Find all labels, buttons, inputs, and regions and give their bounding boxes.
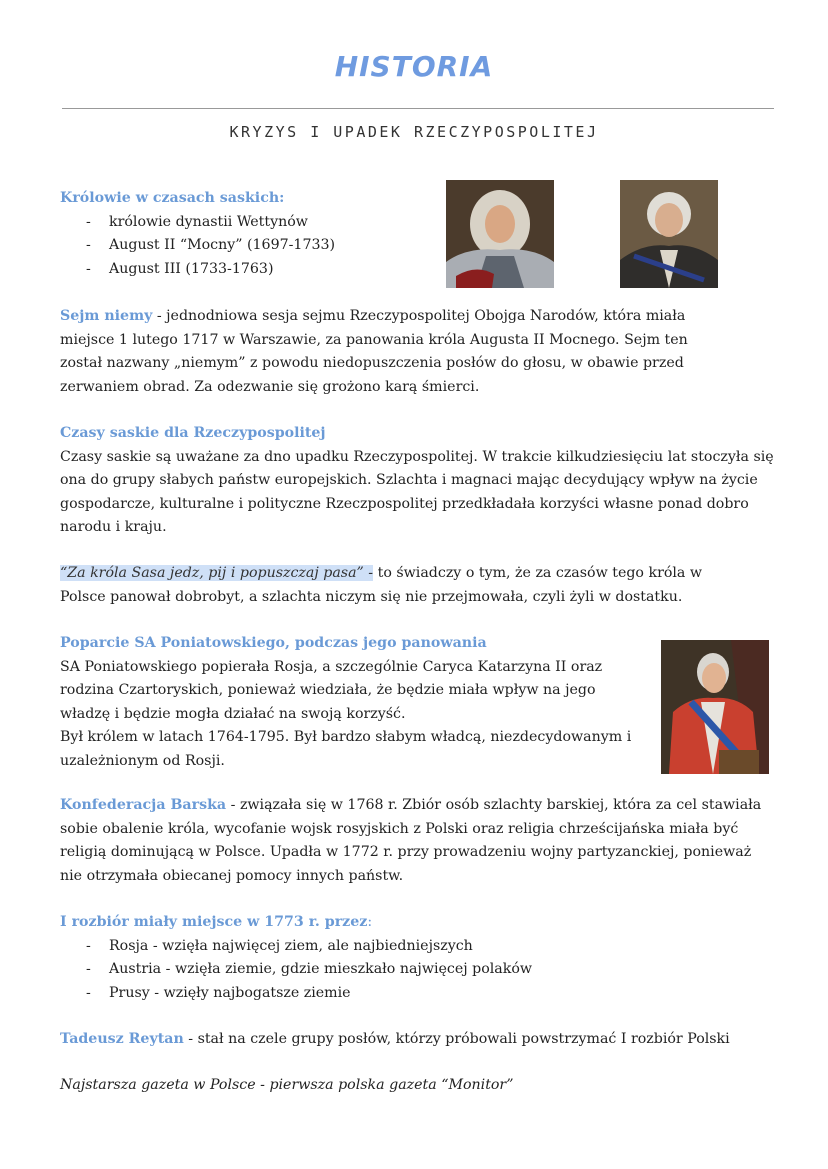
poniatowski-text-1: SA Poniatowskiego popierała Rosja, a szczególnie Caryca Katarzyna II oraz rodzina Czartoryskich, ponieważ wiedziała, że będzie miała wpływ na jego władzę i będzie mogła działać na swoją korzyść.: [60, 658, 603, 722]
section-saxon-kings: [60, 187, 440, 281]
list-item: - Austria - wzięła ziemie, gdzie mieszkało najwięcej polaków: [60, 958, 740, 982]
saxon-saying-text: to świadczy o tym, że za czasów tego króla w Polsce panował dobrobyt, a szlachta niczym się nie przejmowała, czyli żyli w dostatku.: [60, 565, 703, 605]
poniatowski-heading: Poparcie SA Poniatowskiego, podczas jego panowania: [60, 635, 487, 651]
section-poniatowski: [60, 632, 650, 773]
section-first-partition: [60, 911, 740, 1005]
portrait-august-ii: [446, 180, 554, 288]
first-partition-list: [60, 935, 740, 1006]
first-partition-colon: :: [367, 914, 373, 930]
newspaper-note: Najstarsza gazeta w Polsce - pierwsza polska gazeta “Monitor”: [60, 1077, 514, 1093]
reytan-text: - stał na czele grupy posłów, którzy próbowali powstrzymać I rozbiór Polski: [183, 1031, 730, 1047]
page-title: HISTORIA: [334, 50, 494, 83]
silent-sejm-text: - jednodniowa sesja sejmu Rzeczypospolitej Obojga Narodów, która miała miejsce 1 lutego 1717 w Warszawie, za panowania króla Augusta II Mocnego. Sejm ten został nazwany „niemym” z powodu niedopuszczenia posłów do głosu, w obawie przed zerwaniem obrad. Za odezwanie się grożono karą śmierci.: [60, 308, 688, 395]
section-reytan: [60, 1028, 776, 1052]
bar-confederation-term: Konfederacja Barska: [60, 797, 227, 813]
saxon-saying-quote: “Za króla Sasa jedz, pij i popuszczaj pasa” -: [60, 565, 374, 581]
first-partition-heading: I rozbiór miały miejsce w 1773 r. przez: [60, 914, 368, 930]
bar-confederation-text: - związała się w 1768 r. Zbiór osób szlachty barskiej, która za cel stawiała sobie obalenie króla, wycofanie wojsk rosyjskich z Polski oraz religia chrześcijańska miała być religią dominującą w Polsce. Upadła w 1772 r. przy prowadzeniu wojny partyzanckiej, ponieważ nie otrzymała obiecanej pomocy innych państw.: [60, 797, 762, 884]
silent-sejm-term: Sejm niemy: [60, 308, 153, 324]
reytan-term: Tadeusz Reytan: [60, 1031, 184, 1047]
portrait-poniatowski: [661, 640, 769, 774]
section-silent-sejm: [60, 305, 728, 399]
page-subtitle: KRYZYS I UPADEK RZECZYPOSPOLITEJ: [229, 123, 599, 141]
section-saying: [60, 562, 740, 609]
list-item: - August II “Mocny” (1697-1733): [60, 234, 440, 258]
list-item: - August III (1733-1763): [60, 258, 440, 282]
list-item: - królowie dynastii Wettynów: [60, 211, 440, 235]
list-item: - Rosja - wzięła najwięcej ziem, ale najbiedniejszych: [60, 935, 740, 959]
portrait-august-iii: [620, 180, 718, 288]
saxon-kings-heading: Królowie w czasach saskich:: [60, 190, 285, 206]
section-bar-confederation: [60, 794, 776, 888]
title-divider: [62, 108, 774, 109]
poniatowski-text-2: Był królem w latach 1764-1795. Był bardzo słabym władcą, niezdecydowanym i uzależnionym od Rosji.: [60, 729, 632, 769]
list-item: - Prusy - wzięły najbogatsze ziemie: [60, 982, 740, 1006]
section-saxon-times: [60, 422, 776, 540]
saxon-times-text: Czasy saskie są uważane za dno upadku Rzeczypospolitej. W trakcie kilkudziesięciu lat stoczyła się ona do grupy słabych państw europejskich. Szlachta i magnaci mając decydujący wpływ na życie gospodarcze, kulturalne i polityczne Rzeczpospolitej przedkładała korzyści własne ponad dobro narodu i kraju.: [60, 448, 774, 535]
saxon-kings-list: [60, 211, 440, 282]
saxon-times-heading: Czasy saskie dla Rzeczypospolitej: [60, 425, 326, 441]
